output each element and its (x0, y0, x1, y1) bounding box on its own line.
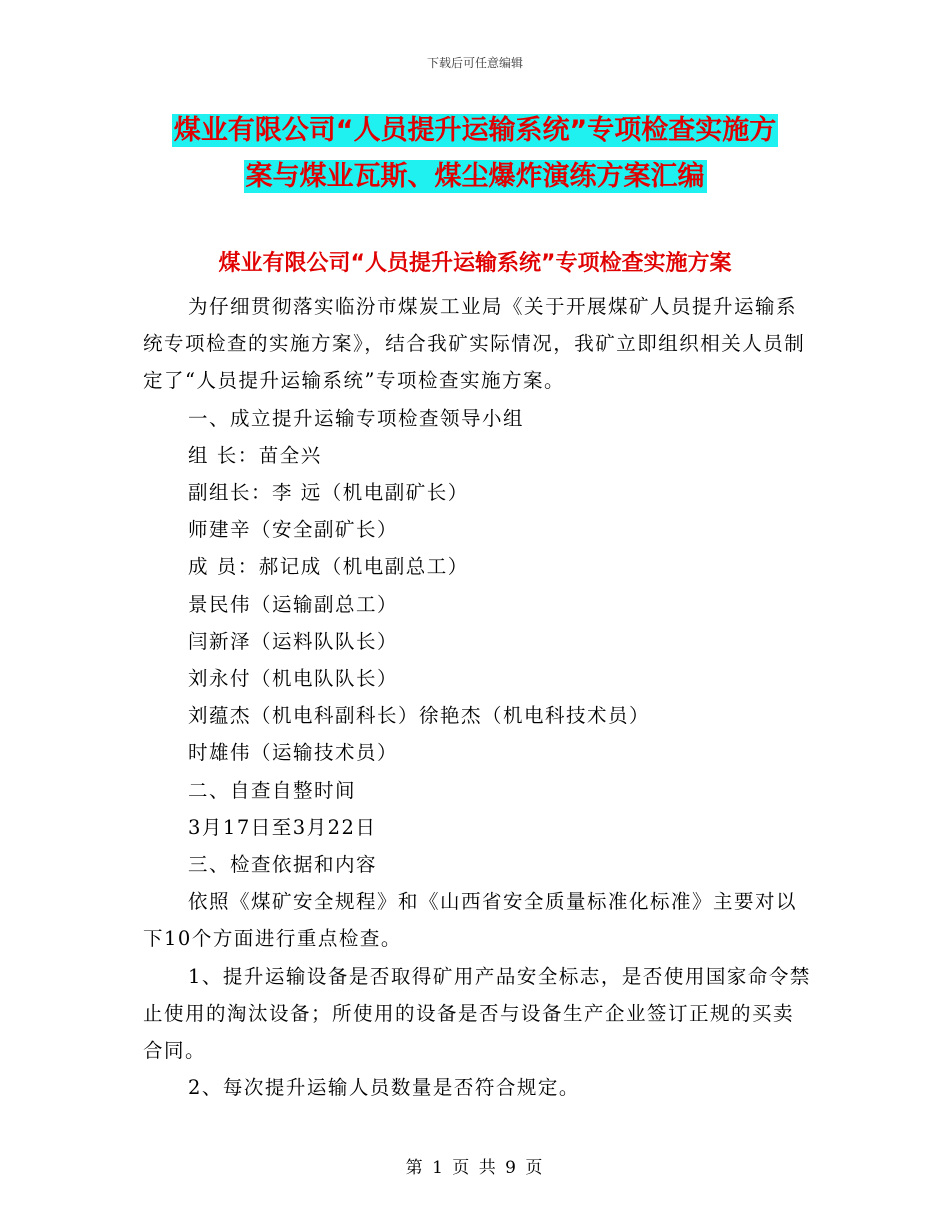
paragraph: 副组长：李 远（机电副矿长） (188, 481, 469, 505)
paragraph: 闫新泽（运料队队长） (188, 629, 399, 653)
paragraph: 时雄伟（运输技术员） (188, 741, 399, 765)
paragraph: 刘蕴杰（机电科副科长）徐艳杰（机电科技术员） (188, 704, 651, 728)
paragraph: 一、成立提升运输专项检查领导小组 (188, 406, 525, 430)
page-footer: 第 1 页 共 9 页 (405, 1158, 545, 1178)
paragraph: 依照《煤矿安全规程》和《山西省安全质量标准化标准》主要对以下10个方面进行重点检查。 (143, 890, 798, 951)
paragraph: 2、每次提升运输人员数量是否符合规定。 (188, 1076, 580, 1100)
main-title (0, 108, 950, 200)
header-note: 下载后可任意编辑 (426, 56, 523, 70)
paragraph: 师建辛（安全副矿长） (188, 518, 399, 542)
paragraph: 成 员：郝记成（机电副总工） (188, 555, 469, 579)
section-title: 煤业有限公司“人员提升运输系统”专项检查实施方案 (218, 251, 732, 276)
main-title-line-1: 煤业有限公司“人员提升运输系统”专项检查实施方 (173, 115, 777, 146)
paragraph: 组 长：苗全兴 (188, 443, 322, 467)
paragraph: 景民伟（运输副总工） (188, 592, 399, 616)
paragraph: 二、自查自整时间 (188, 778, 357, 802)
paragraph: 刘永付（机电队队长） (188, 667, 399, 691)
paragraph: 3月17日至3月22日 (188, 815, 377, 839)
paragraph: 为仔细贯彻落实临汾市煤炭工业局《关于开展煤矿人员提升运输系统专项检查的实施方案》，结合我矿实际情况，我矿立即组织相关人员制定了“人员提升运输系统”专项检查实施方案。 (143, 295, 806, 393)
main-title-line-2: 案与煤业瓦斯、煤尘爆炸演练方案汇编 (245, 161, 705, 192)
body-text (143, 288, 811, 1106)
paragraph: 三、检查依据和内容 (188, 853, 378, 877)
paragraph: 1、提升运输设备是否取得矿用产品安全标志，是否使用国家命令禁止使用的淘汰设备；所使用的设备是否与设备生产企业签订正规的买卖合同。 (143, 964, 811, 1063)
